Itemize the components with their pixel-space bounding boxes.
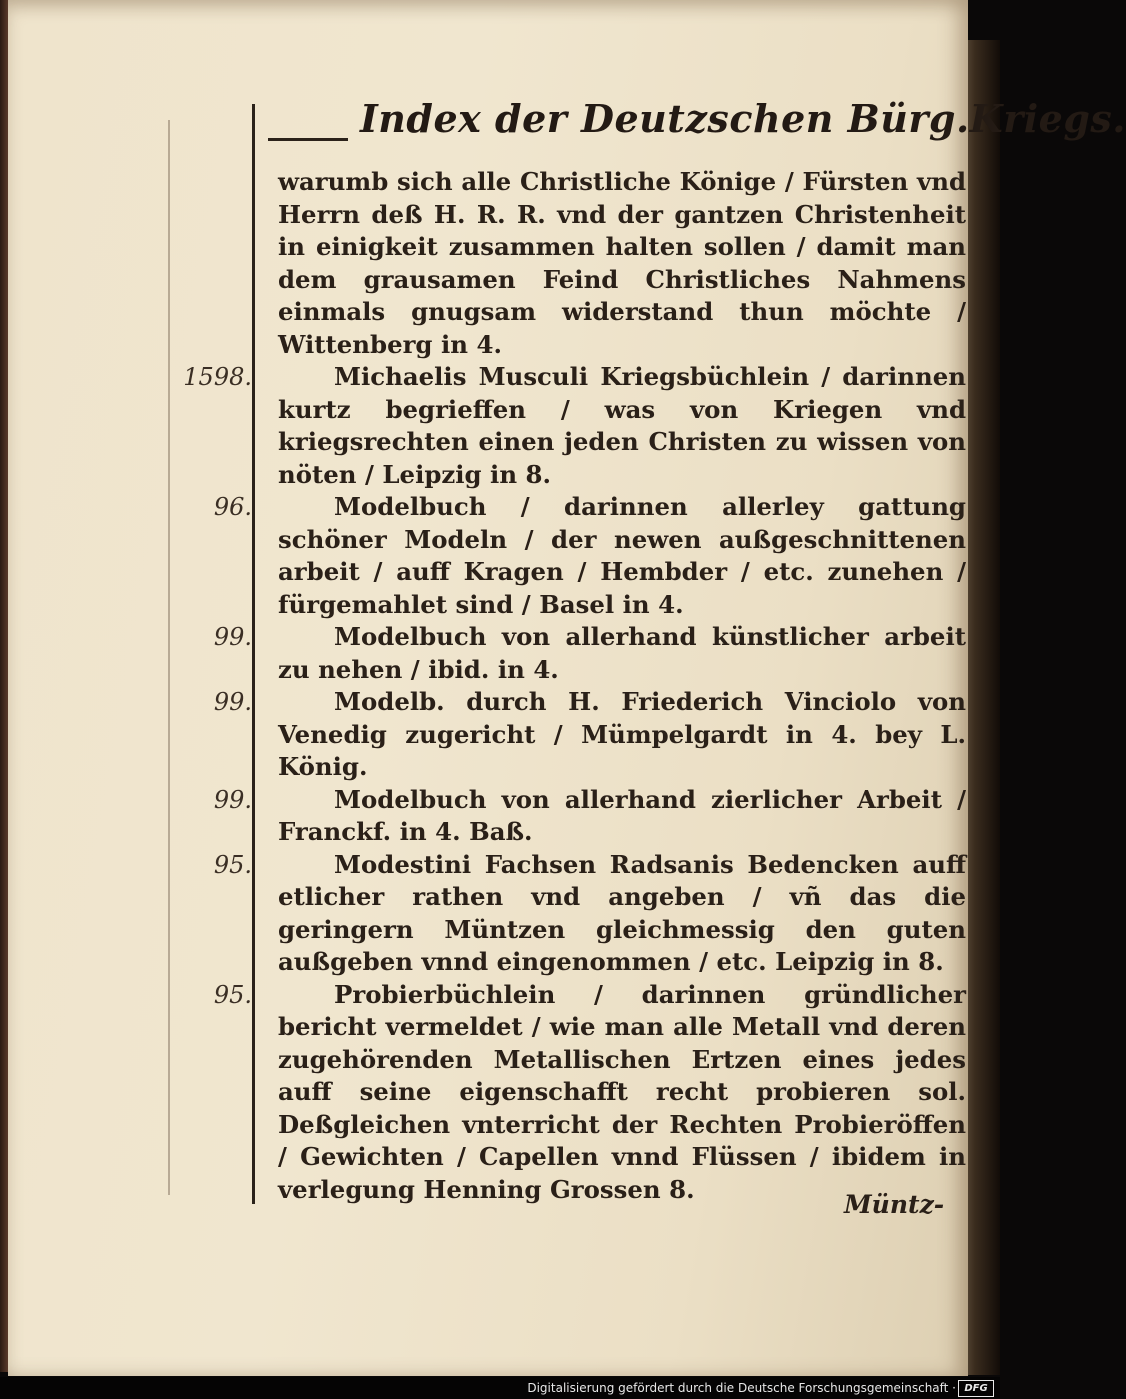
- entry-year: 95.: [213, 850, 252, 879]
- index-entry: [213, 621, 966, 686]
- index-entry: [213, 784, 966, 849]
- entry-text: Modelbuch / darinnen allerley gattung schöner Modeln / der newen außgeschnittenen arbeit / auff Kragen / Hembder / etc. zunehen / fürgemahlet sind / Basel in 4.: [278, 492, 966, 619]
- entry-year: 1598.: [183, 363, 252, 391]
- running-header: [268, 90, 1126, 160]
- entry-year: 99.: [213, 623, 252, 651]
- dfg-logo-icon: DFG: [958, 1380, 994, 1397]
- book-page: [8, 0, 1126, 1376]
- funding-notice: Digitalisierung gefördert durch die Deutsche Forschungsgemeinschaft ·: [527, 1381, 956, 1395]
- index-entry: [213, 686, 966, 784]
- entry-year: 95.: [213, 980, 252, 1009]
- index-entry: [213, 979, 966, 1207]
- entry-text: Probierbüchlein / darinnen gründlicher bericht vermeldet / wie man alle Metall vnd deren zugehörenden Metallischen Ertzen eines jedes auff seine eigenschafft recht probieren sol. Deßgleichen vnterricht der Rechten Probieröffen / Gewichten / Capellen vnnd Flüssen / ibidem in verlegung Henning Grossen 8.: [278, 979, 966, 1204]
- entry-text: Modelbuch von allerhand zierlicher Arbeit / Franckf. in 4. Baß.: [278, 784, 966, 846]
- entry-year: 96.: [213, 493, 252, 521]
- entry-text: Modelb. durch H. Friederich Vinciolo von Venedig zugericht / Mümpelgardt in 4. bey L. König.: [278, 687, 966, 781]
- page-title: Index der Deutzschen Bürg.Kriegs.: [360, 96, 1126, 141]
- index-entry: [213, 849, 966, 979]
- book-spine-edge: [0, 0, 8, 1372]
- margin-line: [168, 120, 170, 1195]
- entry-year: 99.: [213, 785, 252, 814]
- index-entry: [213, 491, 966, 621]
- footer-bar: [0, 1377, 1000, 1399]
- index-body: [183, 166, 966, 1206]
- entry-text: Modestini Fachsen Radsanis Bedencken auff etlicher rathen vnd angeben / vñ das die geringern Müntzen gleichmessig den guten außgeben vnnd eingenommen / etc. Leipzig in 8.: [278, 849, 966, 976]
- entry-text: Modelbuch von allerhand künstlicher arbeit zu nehen / ibid. in 4.: [278, 622, 966, 684]
- header-rule: [268, 138, 348, 141]
- index-entry: [278, 166, 966, 361]
- catchword: Müntz-: [844, 1190, 945, 1219]
- entry-year: 99.: [213, 688, 252, 716]
- entry-text: warumb sich alle Christliche Könige / Fürsten vnd Herrn deß H. R. R. vnd der gantzen Christenheit in einigkeit zusammen halten sollen / damit man dem grausamen Feind Christliches Nahmens einmals gnugsam widerstand thun möchte / Wittenberg in 4.: [278, 167, 966, 359]
- index-entry: [183, 361, 966, 491]
- entry-text: Michaelis Musculi Kriegsbüchlein / darinnen kurtz begrieffen / was von Kriegen vnd kriegsrechten einen jeden Christen zu wissen von nöten / Leipzig in 8.: [278, 362, 966, 489]
- vertical-rule: [252, 104, 255, 1204]
